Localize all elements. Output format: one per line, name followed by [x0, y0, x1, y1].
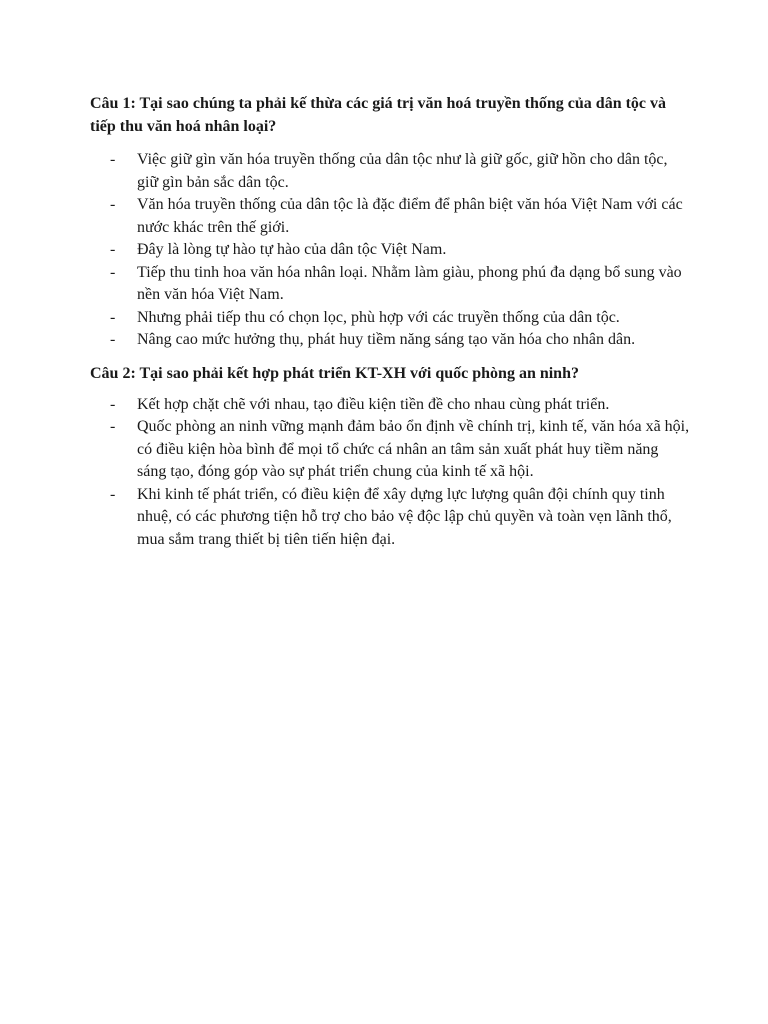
bullet-dash: - — [110, 395, 116, 413]
answer-item — [90, 484, 690, 552]
answer-text: Nâng cao mức hưởng thụ, phát huy tiềm năng sáng tạo văn hóa cho nhân dân. — [137, 331, 636, 348]
bullet-dash: - — [110, 331, 116, 348]
bullet-dash: - — [110, 485, 116, 503]
answer-item — [90, 262, 690, 307]
answer-text: Đây là lòng tự hào tự hào của dân tộc Việt Nam. — [137, 241, 447, 258]
bullet-dash: - — [110, 308, 116, 326]
answer-item — [90, 416, 690, 484]
bullet-dash: - — [110, 196, 116, 213]
question-2-answers — [90, 394, 690, 552]
answer-item — [90, 329, 690, 352]
bullet-dash: - — [110, 418, 116, 435]
answer-text: Việc giữ gìn văn hóa truyền thống của dân tộc như là giữ gốc, giữ hồn cho dân tộc, giữ gìn bản sắc dân tộc. — [137, 151, 668, 191]
answer-item — [90, 394, 690, 417]
answer-text: Tiếp thu tinh hoa văn hóa nhân loại. Nhằm làm giàu, phong phú đa dạng bổ sung vào nền văn hóa Việt Nam. — [137, 263, 682, 303]
answer-text: Khi kinh tế phát triển, có điều kiện để xây dựng lực lượng quân đội chính quy tinh nhuệ, có các phương tiện hỗ trợ cho bảo vệ độc lập chủ quyền và toàn vẹn lãnh thổ, mua sắm trang thiết bị tiên tiến hiện đại. — [137, 485, 672, 548]
answer-text: Kết hợp chặt chẽ với nhau, tạo điều kiện tiền đề cho nhau cùng phát triển. — [137, 395, 610, 413]
question-1-answers — [90, 149, 690, 352]
answer-item — [90, 307, 690, 330]
answer-item — [90, 239, 690, 262]
question-2-title: Câu 2: Tại sao phải kết hợp phát triển KT-XH với quốc phòng an ninh? — [90, 364, 579, 382]
document-content — [90, 92, 690, 551]
answer-item — [90, 149, 690, 194]
bullet-dash: - — [110, 151, 116, 168]
answer-text: Văn hóa truyền thống của dân tộc là đặc điểm để phân biệt văn hóa Việt Nam với các nước khác trên thế giới. — [137, 196, 683, 236]
bullet-dash: - — [110, 241, 116, 258]
bullet-dash: - — [110, 263, 116, 281]
question-1-title: Câu 1: Tại sao chúng ta phải kế thừa các giá trị văn hoá truyền thống của dân tộc và tiếp thu văn hoá nhân loại? — [90, 95, 667, 135]
answer-item — [90, 194, 690, 239]
answer-text: Quốc phòng an ninh vững mạnh đảm bảo ổn định về chính trị, kinh tế, văn hóa xã hội, có điều kiện hòa bình để mọi tổ chức cá nhân an tâm sản xuất phát huy tiềm năng sáng tạo, đóng góp vào sự phát triển chung của kinh tế xã hội. — [137, 418, 690, 480]
answer-text: Nhưng phải tiếp thu có chọn lọc, phù hợp với các truyền thống của dân tộc. — [137, 308, 620, 326]
